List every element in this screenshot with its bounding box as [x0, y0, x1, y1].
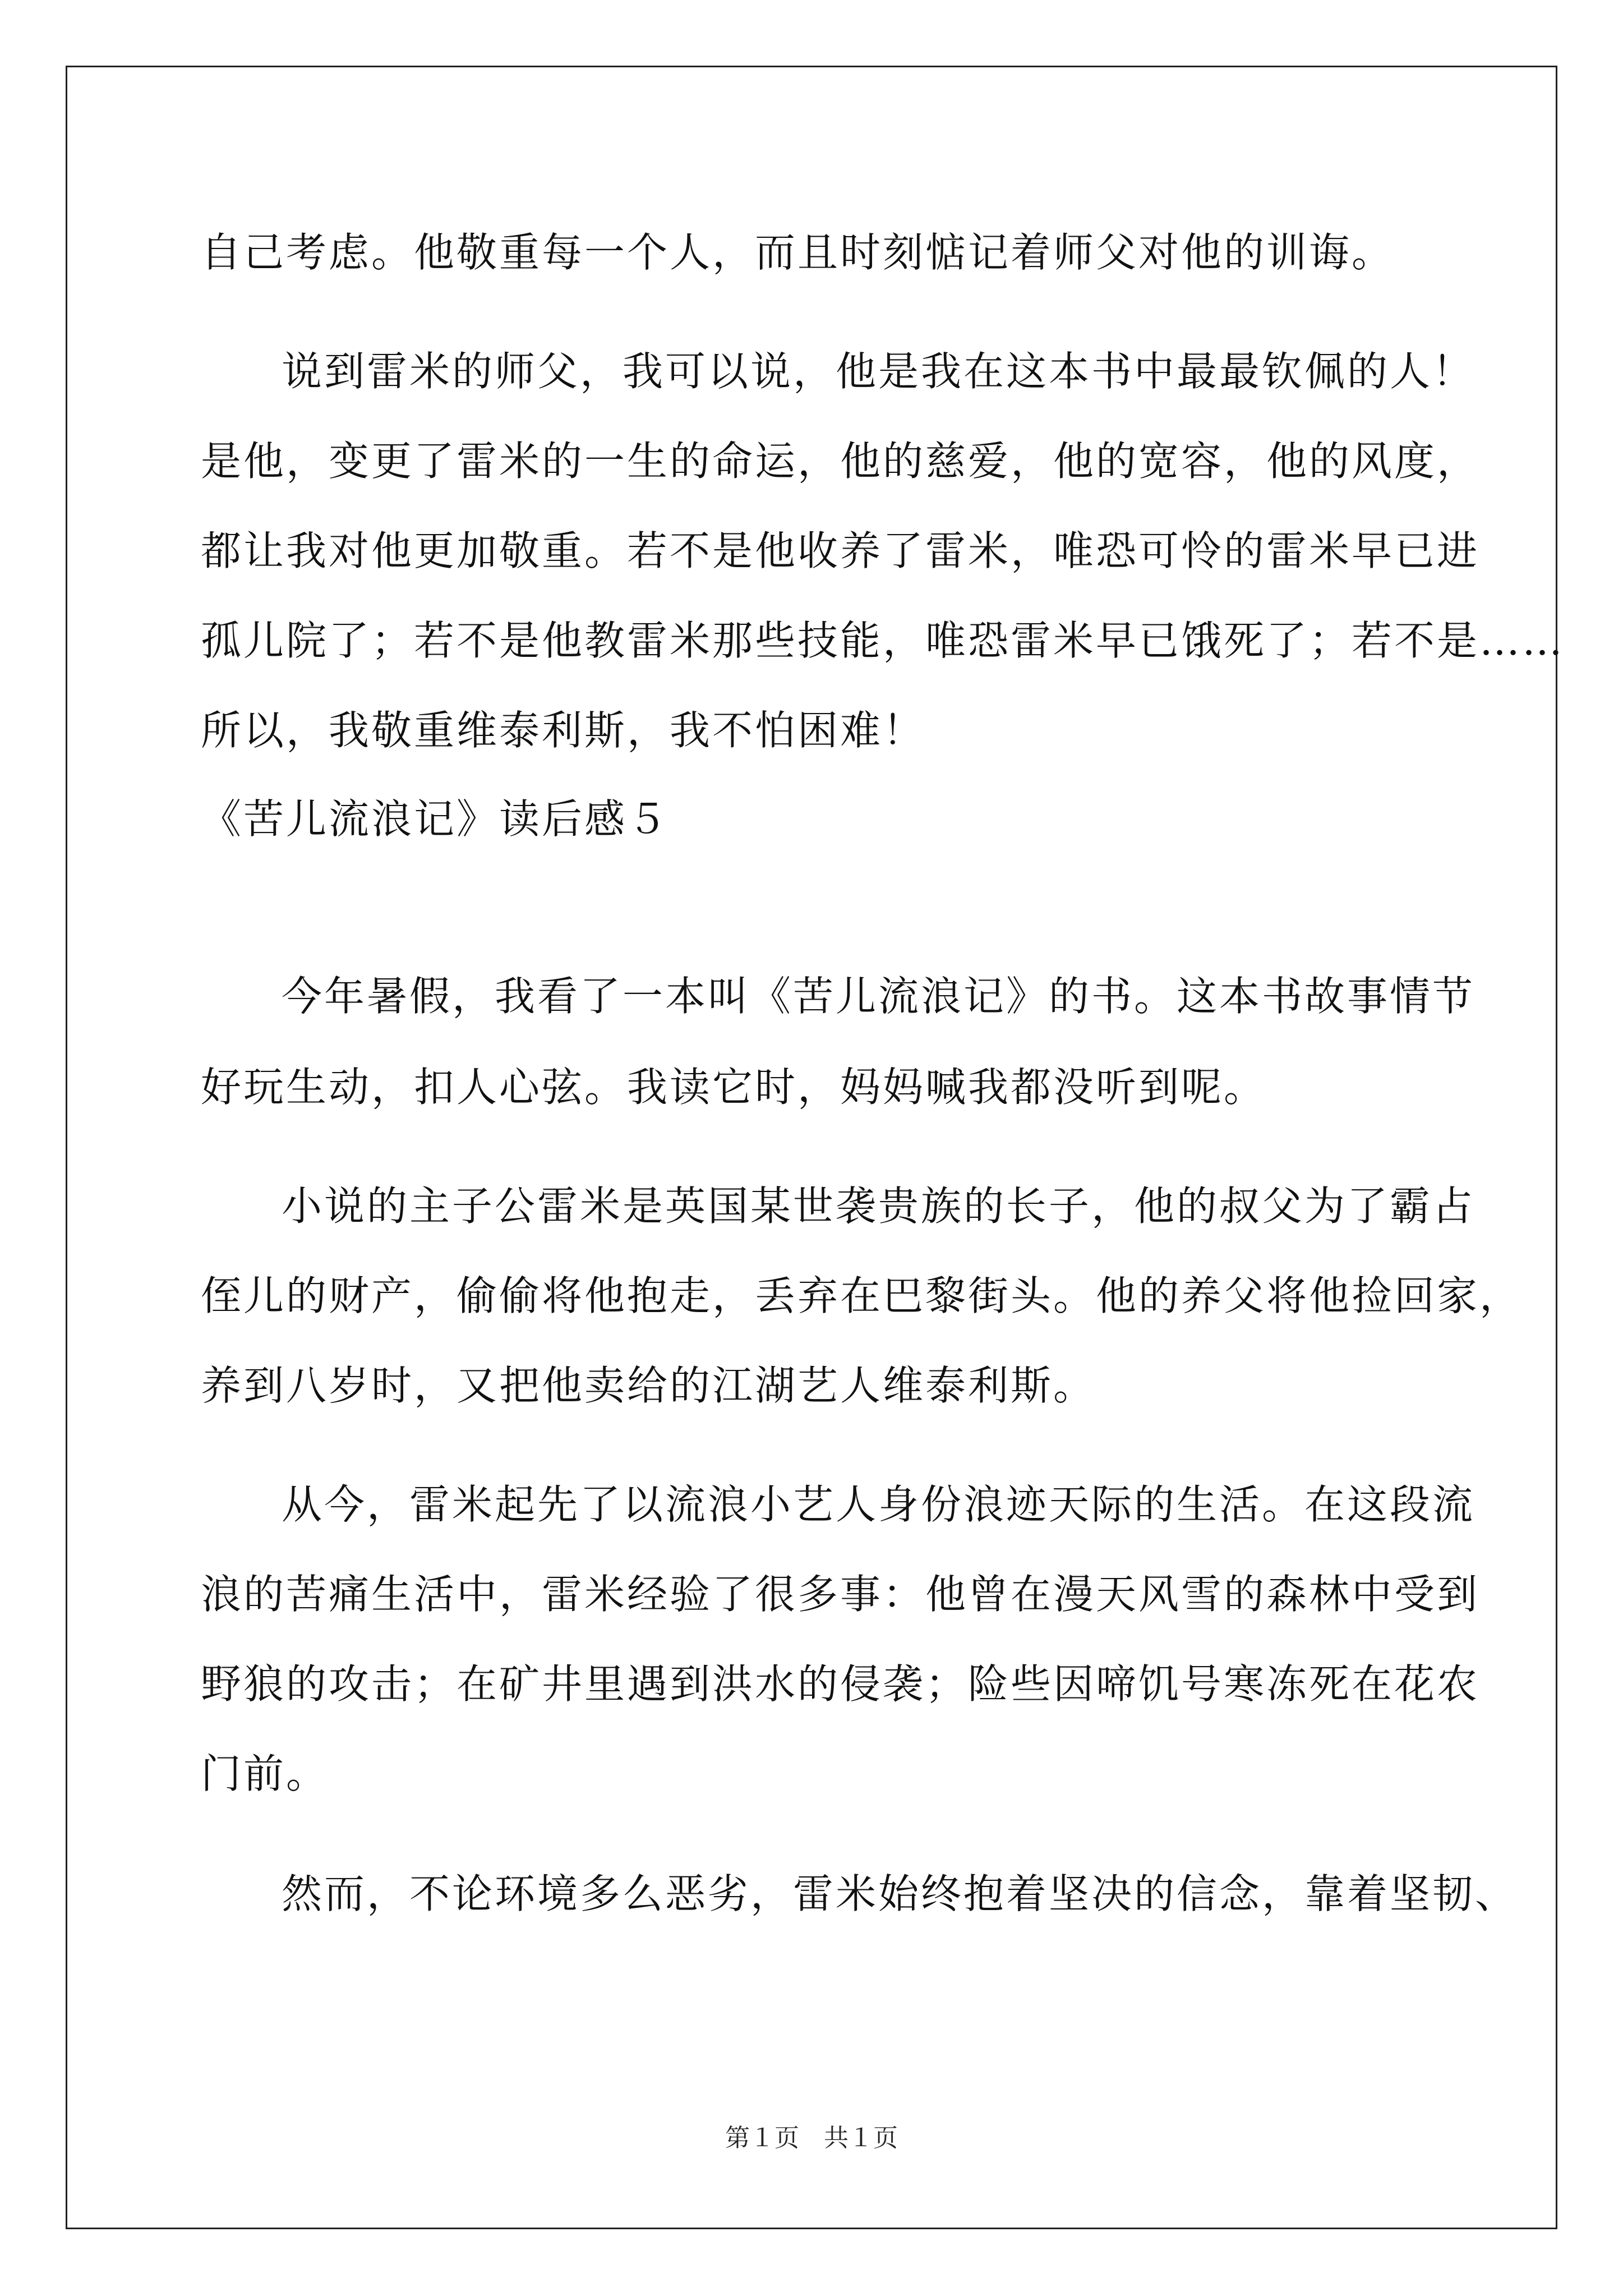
text-line: 小说的主子公雷米是英国某世袭贵族的长子，他的叔父为了霸占 [282, 1182, 1476, 1230]
text-line: 养到八岁时，又把他卖给的江湖艺人维泰利斯。 [201, 1362, 1096, 1409]
text-line: 门前。 [201, 1750, 329, 1797]
section-heading: 《苦儿流浪记》读后感５ [201, 795, 670, 843]
text-line: 自己考虑。他敬重每一个人，而且时刻惦记着师父对他的训诲。 [201, 229, 1395, 276]
text-line: 说到雷米的师父，我可以说，他是我在这本书中最最钦佩的人！ [282, 348, 1476, 395]
text-line: 侄儿的财产，偷偷将他抱走，丢弃在巴黎街头。他的养父将他捡回家， [201, 1272, 1523, 1319]
text-line: 孤儿院了；若不是他教雷米那些技能，唯恐雷米早已饿死了；若不是…… [201, 617, 1565, 664]
text-line: 然而，不论环境多么恶劣，雷米始终抱着坚决的信念，靠着坚韧、 [282, 1870, 1518, 1917]
text-line: 今年暑假，我看了一本叫《苦儿流浪记》的书。这本书故事情节 [282, 973, 1476, 1020]
text-line: 所以，我敬重维泰利斯，我不怕困难！ [201, 707, 926, 754]
text-line: 从今，雷米起先了以流浪小艺人身份浪迹天际的生活。在这段流 [282, 1481, 1476, 1528]
text-line: 浪的苦痛生活中，雷米经验了很多事：他曾在漫天风雪的森林中受到 [201, 1571, 1480, 1618]
text-line: 好玩生动，扣人心弦。我读它时，妈妈喊我都没听到呢。 [201, 1064, 1267, 1111]
page-footer: 第１页 共１页 [725, 2124, 898, 2152]
text-line: 是他，变更了雷米的一生的命运，他的慈爱，他的宽容，他的风度， [201, 438, 1480, 485]
text-line: 都让我对他更加敬重。若不是他收养了雷米，唯恐可怜的雷米早已进 [201, 527, 1480, 574]
text-line: 野狼的攻击；在矿井里遇到洪水的侵袭；险些因啼饥号寒冻死在花农 [201, 1660, 1480, 1708]
